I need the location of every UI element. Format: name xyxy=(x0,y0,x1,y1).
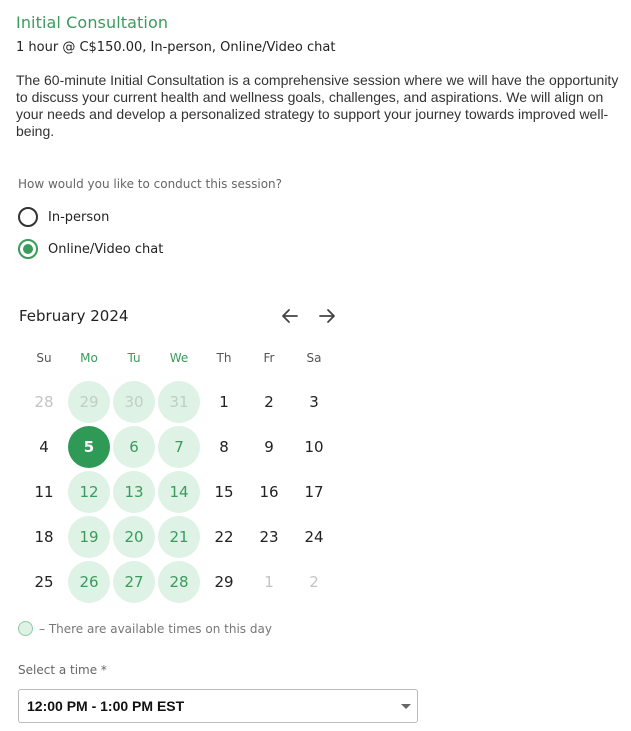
arrow-left-icon xyxy=(278,304,302,328)
weekday-mo: Mo xyxy=(80,351,98,365)
calendar-month-label: February 2024 xyxy=(19,307,129,325)
calendar-day: 9 xyxy=(264,438,274,456)
calendar-day: 25 xyxy=(34,573,54,591)
calendar-prev-button[interactable] xyxy=(278,304,302,328)
weekday-tu: Tu xyxy=(127,351,141,365)
calendar-day: 31 xyxy=(158,381,200,423)
calendar-day: 29 xyxy=(68,381,110,423)
session-mode-question: How would you like to conduct this session? xyxy=(18,177,283,191)
calendar-day: 10 xyxy=(304,438,324,456)
weekday-sa: Sa xyxy=(306,351,322,365)
radio-label-online-video: Online/Video chat xyxy=(48,241,164,257)
weekday-th: Th xyxy=(216,351,232,365)
calendar-day[interactable]: 20 xyxy=(113,516,155,558)
calendar-day[interactable]: 19 xyxy=(68,516,110,558)
calendar-day[interactable]: 21 xyxy=(158,516,200,558)
weekday-we: We xyxy=(169,351,189,365)
service-description: The 60-minute Initial Consultation is a comprehensive session where we will have the opportunity to discuss your current health and wellness goals, challenges, and aspirations. We will align on your needs and develop a personalized strategy to support your journey towards improved well-being. xyxy=(16,72,619,139)
weekday-fr: Fr xyxy=(263,351,275,365)
caret-down-icon xyxy=(401,704,411,709)
calendar-day: 16 xyxy=(259,483,279,501)
calendar-legend xyxy=(18,621,272,636)
legend-text: – There are available times on this day xyxy=(39,621,272,636)
calendar-day[interactable]: 12 xyxy=(68,471,110,513)
service-title: Initial Consultation xyxy=(16,13,169,32)
select-time-label: Select a time * xyxy=(18,663,107,677)
radio-online-video[interactable] xyxy=(18,239,163,259)
available-dot-icon xyxy=(18,621,33,636)
calendar-day: 11 xyxy=(34,483,54,501)
calendar-day[interactable]: 14 xyxy=(158,471,200,513)
calendar-day: 17 xyxy=(304,483,324,501)
calendar-day[interactable]: 6 xyxy=(113,426,155,468)
arrow-right-icon xyxy=(315,304,339,328)
calendar-day: 2 xyxy=(309,573,319,591)
calendar-day[interactable]: 26 xyxy=(68,561,110,603)
time-select[interactable] xyxy=(18,689,418,723)
calendar-day[interactable]: 13 xyxy=(113,471,155,513)
weekday-su: Su xyxy=(36,351,52,365)
calendar-next-button[interactable] xyxy=(315,304,339,328)
calendar-day: 18 xyxy=(34,528,54,546)
calendar-day: 8 xyxy=(219,438,229,456)
radio-button-in-person[interactable] xyxy=(18,207,38,227)
calendar-day: 30 xyxy=(113,381,155,423)
calendar-day: 22 xyxy=(214,528,234,546)
calendar-day[interactable]: 7 xyxy=(158,426,200,468)
calendar-day: 1 xyxy=(264,573,274,591)
service-subtitle: 1 hour @ C$150.00, In-person, Online/Video chat xyxy=(16,40,336,55)
calendar-day-selected[interactable]: 5 xyxy=(68,426,110,468)
calendar-day: 24 xyxy=(304,528,324,546)
time-select-value: 12:00 PM - 1:00 PM EST xyxy=(27,698,185,714)
calendar-day: 28 xyxy=(34,393,54,411)
calendar-day[interactable]: 27 xyxy=(113,561,155,603)
calendar-day: 15 xyxy=(214,483,234,501)
calendar-day: 29 xyxy=(214,573,234,591)
radio-in-person[interactable] xyxy=(18,207,109,227)
calendar-day[interactable]: 28 xyxy=(158,561,200,603)
calendar-day: 23 xyxy=(259,528,279,546)
calendar-day: 1 xyxy=(219,393,229,411)
radio-button-online-video[interactable] xyxy=(18,239,38,259)
calendar-day: 4 xyxy=(39,438,49,456)
calendar-day: 3 xyxy=(309,393,319,411)
radio-label-in-person: In-person xyxy=(48,209,110,225)
calendar-day: 2 xyxy=(264,393,274,411)
